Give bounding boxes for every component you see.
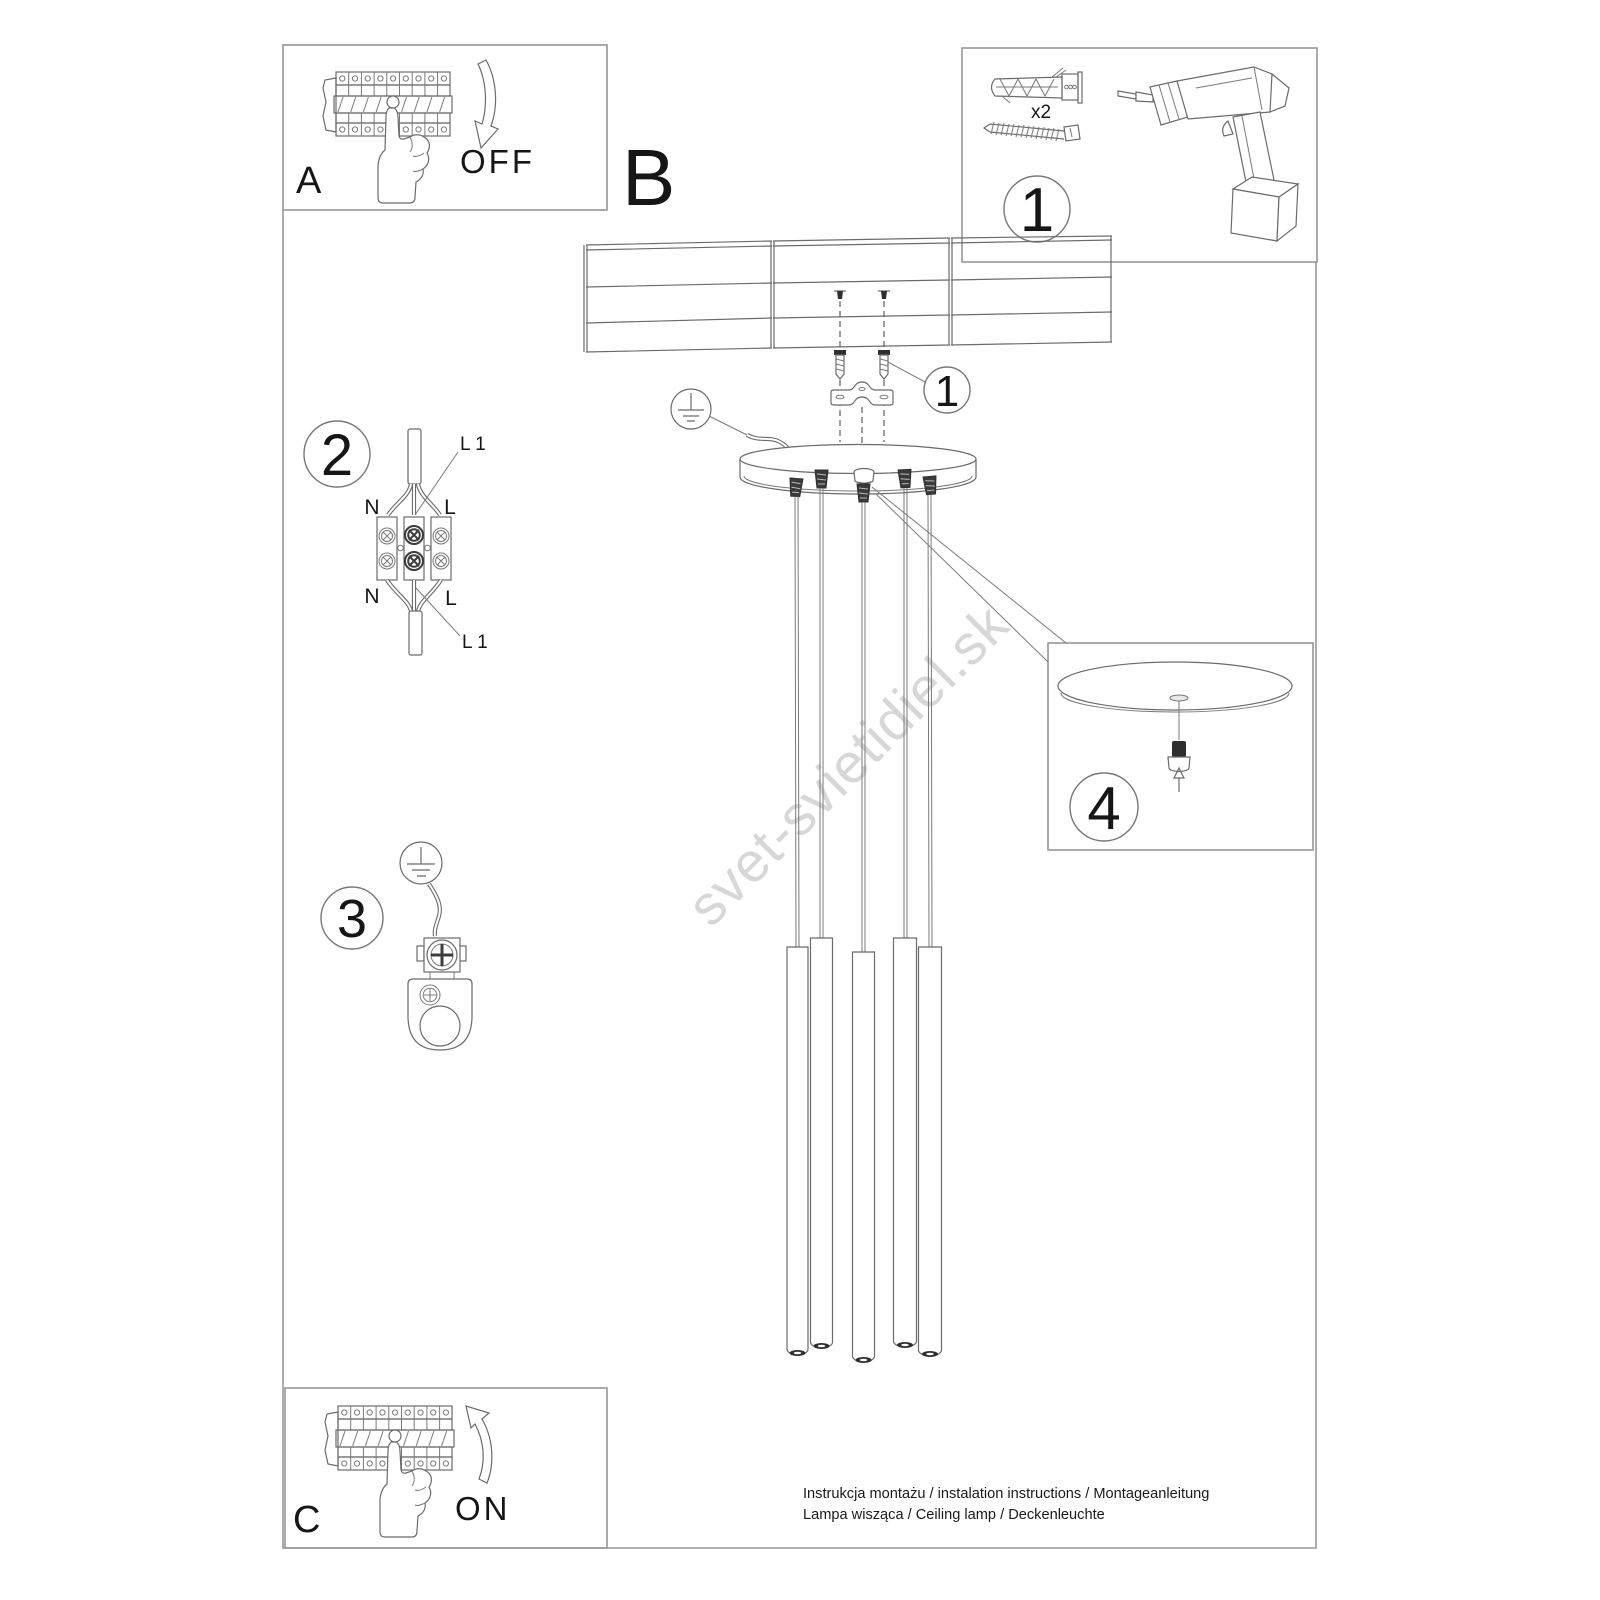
ground-symbol-icon [671, 389, 711, 429]
step2-wiring [304, 421, 488, 655]
cable-gland-icon [857, 484, 870, 502]
arrow-down-icon [475, 60, 498, 148]
dowel-quantity-label: x2 [1030, 102, 1052, 123]
ground-symbol-icon [400, 842, 442, 884]
step2-badge: 2 [320, 423, 354, 488]
screw-tip-icon [834, 291, 846, 299]
cable-sheath-top [408, 429, 421, 484]
pendant-tube [919, 947, 942, 1356]
mounting-screw-icon [834, 350, 846, 379]
pressing-hand-icon [380, 1442, 431, 1537]
step1-badge: 1 [1019, 176, 1055, 245]
panel-a-action-label: OFF [460, 143, 535, 180]
step3-badge: 3 [336, 889, 368, 949]
drill-icon [1118, 67, 1298, 241]
ground-wire [429, 884, 440, 936]
step3-grounding [321, 842, 472, 1050]
watermark: svet-svietidiel.sk [674, 591, 1021, 938]
pendant-tube [787, 947, 808, 1355]
suspension-cables [795, 488, 932, 952]
panel-b [584, 133, 1112, 1363]
cable-gland-icon [815, 470, 828, 488]
panel-c-action-label: ON [455, 1490, 511, 1527]
step4-leader-lines [872, 487, 1066, 662]
label-live-top: L [444, 496, 456, 519]
arrow-up-icon [466, 1406, 492, 1483]
cable-sheath-bottom [409, 611, 422, 655]
screw-tip-icon [878, 291, 890, 299]
step4-badge: 4 [1087, 775, 1121, 842]
pendant-tubes [787, 938, 942, 1363]
ground-leader-line [709, 416, 747, 435]
panel-c [293, 1406, 511, 1541]
ground-terminal-icon [417, 938, 466, 979]
pendant-tube [811, 938, 833, 1348]
pressing-hand-icon [378, 108, 429, 203]
label-neutral-top: N [364, 496, 380, 519]
label-live-bottom: L [445, 587, 457, 610]
canopy-bottom-view [1058, 662, 1292, 712]
step1-callout: 1 [934, 367, 960, 416]
panel-b-label: B [622, 133, 676, 222]
terminal-block-icon [377, 517, 451, 580]
mounting-screw-icon [878, 350, 890, 379]
cable-gland-icon [789, 478, 803, 497]
step1-tools [984, 67, 1298, 245]
ceiling-planks [584, 236, 1112, 352]
panel-a-label: A [296, 160, 322, 202]
step4-detail [1058, 662, 1292, 842]
label-l1-top: L 1 [460, 434, 486, 455]
wall-plug-icon [992, 68, 1083, 103]
cable-gland-icon [923, 476, 938, 495]
panel-c-box [285, 1388, 607, 1548]
panel-a [296, 60, 535, 203]
ground-bracket-icon [408, 979, 472, 1050]
panel-c-label: C [293, 1499, 321, 1541]
screw-icon [984, 122, 1080, 141]
pendant-tube [853, 952, 875, 1362]
cable-gland-icon [898, 469, 912, 488]
pendant-tube [894, 938, 917, 1347]
footer-title-line: Instrukcja montażu / instalation instructions / Montageanleitung [803, 1486, 1210, 1502]
label-neutral-bottom: N [364, 585, 380, 608]
footer-product-line: Lampa wisząca / Ceiling lamp / Deckenleuchte [803, 1507, 1105, 1523]
label-l1-bottom: L 1 [462, 632, 488, 653]
center-cap-icon [854, 469, 874, 484]
wires-top [388, 484, 440, 515]
